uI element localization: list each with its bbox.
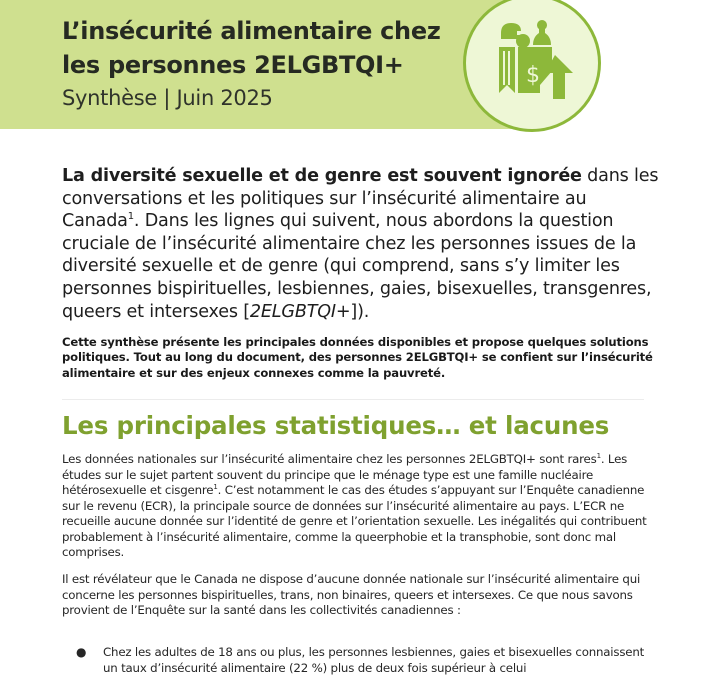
- lead-text-2: . Dans les lignes qui suivent, nous abordons la question cruciale de l’insécurité alimentaire chez les personnes issues de la diversité sexuelle et de genre (qui comprend, sans s’y limiter les personnes bispirituelles, lesbiennes, gaies, bisexuelles, transgenres, queers et intersexes [: [62, 211, 652, 322]
- body-paragraph-2: Il est révélateur que le Canada ne dispose d’aucune donnée nationale sur l’insécurité alimentaire qui concerne les personnes bispirituelles, trans, non binaires, queers et intersexes. Ce que nous savons provient de l’Enquête sur la santé dans les collectivités canadiennes :: [62, 572, 641, 617]
- p1-part-3: . C’est notamment le cas des études s’appuyant sur l’Enquête canadienne sur le revenu (ECR), la principale source de données sur l’insécurité alimentaire au pays. L’ECR ne recueille aucune donnée sur l’identité de genre et l’orientation sexuelle. Les inégalités qui contribuent probablement à l’insécurité alimentaire, comme la queerphobie et la transphobie, sont donc mal comprises.: [62, 483, 647, 559]
- lead-text-3: ]).: [350, 301, 370, 322]
- svg-text:$: $: [526, 63, 540, 88]
- p1-part-1: Les données nationales sur l’insécurité alimentaire chez les personnes 2ELGBTQI+ sont rares: [62, 452, 597, 466]
- document-title: L’insécurité alimentaire chez les personnes 2ELGBTQI+: [62, 17, 441, 79]
- footnote-ref[interactable]: 1: [127, 211, 134, 223]
- grocery-bag-price-increase-icon: [493, 19, 573, 109]
- bullet-marker: ●: [76, 645, 87, 659]
- header-badge: [463, 0, 601, 132]
- bullet-text: Chez les adultes de 18 ans ou plus, les personnes lesbiennes, gaies et bisexuelles connaissent un taux d’insécurité alimentaire (22 %) plus de deux fois supérieur à celui: [103, 645, 645, 675]
- lead-acronym: 2ELGBTQI+: [249, 301, 351, 322]
- footnote-ref[interactable]: 1: [213, 483, 218, 491]
- p1-part-2: . Les études sur le sujet partent souvent du principe que le ménage type est une famille nucléaire hétérosexuelle et cisgenre: [62, 452, 628, 497]
- bullet-list: [62, 645, 662, 676]
- section-heading: Les principales statistiques… et lacunes: [62, 411, 610, 440]
- body-paragraph-1: [62, 452, 662, 561]
- lead-bold-intro: La diversité sexuelle et de genre est souvent ignorée: [62, 166, 582, 186]
- document-subtitle: Synthèse | Juin 2025: [62, 86, 273, 110]
- bullet-item: [62, 645, 662, 676]
- lead-text-1: dans les conversations et les politiques sur l’insécurité alimentaire au Canada: [62, 166, 659, 232]
- footnote-ref[interactable]: 1: [596, 452, 601, 460]
- section-divider: [62, 399, 644, 400]
- summary-paragraph: Cette synthèse présente les principales données disponibles et propose quelques solutions politiques. Tout au long du document, des personnes 2ELGBTQI+ se confient sur l’insécurité alimentaire et sur des enjeux connexes comme la pauvreté.: [62, 335, 653, 380]
- lead-paragraph: [62, 165, 662, 323]
